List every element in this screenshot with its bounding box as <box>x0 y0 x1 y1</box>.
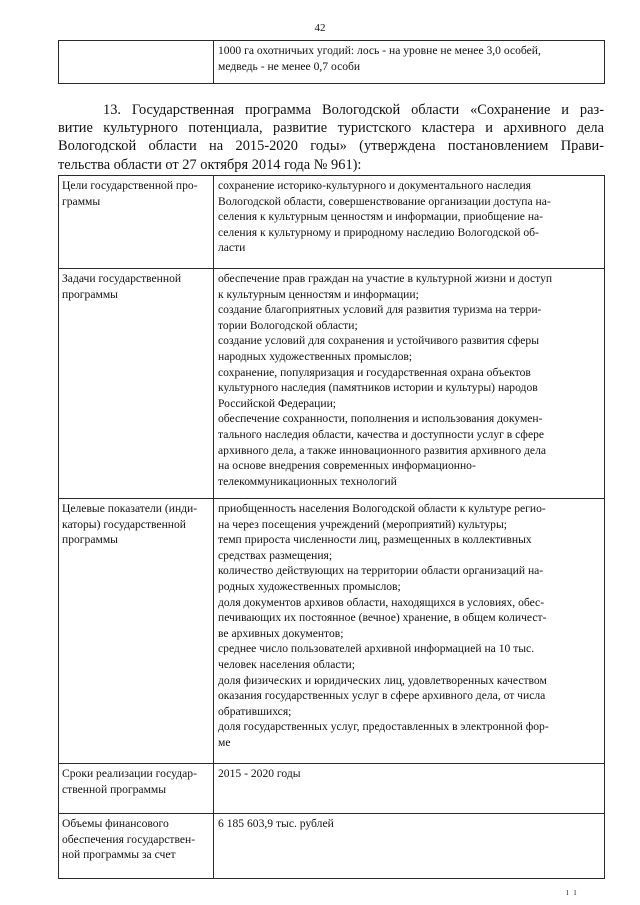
table-row <box>59 814 605 879</box>
label-line: обеспечения государствен- <box>62 832 196 846</box>
value-line: сохранение, популяризация и государственная охрана объектов <box>218 365 531 379</box>
scan-mark: ı ı <box>566 887 577 898</box>
label-cell <box>59 499 214 764</box>
value-cell <box>214 764 605 814</box>
value-line: доля физических и юридических лиц, удовлетворенных качеством <box>218 673 547 687</box>
label-line: Объемы финансового <box>62 817 169 830</box>
label-line: граммы <box>62 194 101 208</box>
label-line: каторы) государственной <box>62 517 186 531</box>
table-body <box>59 176 605 879</box>
table-row <box>59 499 605 764</box>
value-cell <box>214 814 605 879</box>
value-line: архивного дела, а также инновационного развития архивного дела <box>218 443 546 457</box>
value-line: на основе внедрения современных информационно- <box>218 459 476 473</box>
section-heading <box>58 101 604 174</box>
label-cell <box>59 764 214 814</box>
value-line: на через посещения учреждений (мероприятий) культуры; <box>218 517 507 531</box>
value-line: 2015 - 2020 годы <box>218 767 301 780</box>
table-row <box>59 269 605 499</box>
table-row <box>59 176 605 269</box>
value-line: телекоммуникационных технологий <box>218 474 397 488</box>
value-cell <box>214 499 605 764</box>
value-line: ласти <box>218 241 246 255</box>
label-line: Сроки реализации государ- <box>62 767 197 780</box>
program-passport-table <box>58 175 605 879</box>
heading-line: тельства области от 27 октября 2014 года № 961): <box>58 156 362 173</box>
value-cell <box>214 176 605 269</box>
value-cell <box>214 41 605 84</box>
value-line: Российской Федерации; <box>218 396 337 410</box>
value-cell <box>214 269 605 499</box>
value-line: создание благоприятных условий для развития туризма на терри- <box>218 303 542 317</box>
heading-line: 13. Государственная программа Вологодской области «Сохранение и раз- <box>103 102 604 118</box>
value-line: количество действующих на территории области организаций на- <box>218 564 544 578</box>
value-line: народных художественных промыслов; <box>218 349 413 363</box>
value-line: тории Вологодской области; <box>218 318 358 332</box>
value-line: ме <box>218 735 231 749</box>
label-cell <box>59 176 214 269</box>
value-line: к культурным ценностям и информации; <box>218 287 419 301</box>
value-line: среднее число пользователей архивной информацией на 10 тыс. <box>218 642 535 656</box>
value-line: тального наследия области, качества и доступности услуг в сфере <box>218 427 545 441</box>
value-line: культурного наследия (памятников истории и культуры) народов <box>218 381 538 395</box>
value-line: доля государственных услуг, предоставленных в электронной фор- <box>218 720 549 734</box>
label-line: ной программы за счет <box>62 848 176 862</box>
label-line: программы <box>62 287 118 301</box>
text-line: медведь - не менее 0,7 особи <box>218 59 361 73</box>
value-line: печивающих их постоянное (вечное) хранение, в общем количест- <box>218 611 547 625</box>
value-line: создание условий для сохранения и устойчивого развития сферы <box>218 334 540 348</box>
value-line: доля документов архивов области, находящихся в условиях, обес- <box>218 595 545 609</box>
value-line: человек населения области; <box>218 657 355 671</box>
label-line: Целевые показатели (инди- <box>62 502 198 515</box>
heading-line: Вологодской области на 2015-2020 годы» (утверждена постановлением Прави- <box>58 138 604 155</box>
value-line: сохранение историко-культурного и документального наследия <box>218 179 532 192</box>
label-cell <box>59 269 214 499</box>
label-line: программы <box>62 533 118 547</box>
table-row <box>59 41 605 84</box>
value-line: обеспечение сохранности, пополнения и использования докумен- <box>218 412 543 426</box>
value-line: обратившихся; <box>218 704 292 718</box>
label-line: Задачи государственной <box>62 272 182 285</box>
value-line: 6 185 603,9 тыс. рублей <box>218 817 334 830</box>
label-line: Цели государственной про- <box>62 179 198 192</box>
value-line: приобщенность населения Вологодской области к культуре регио- <box>218 502 546 515</box>
text-line: 1000 га охотничьих угодий: лось - на уровне не менее 3,0 особей, <box>218 44 541 57</box>
page-number: 42 <box>314 22 326 34</box>
value-line: Вологодской области, совершенствование организации доступа на- <box>218 194 551 208</box>
continuation-table <box>58 40 605 84</box>
value-line: оказания государственных услуг в сфере архивного дела, от числа <box>218 689 546 703</box>
value-line: селения к культурному и природному наследию Вологодской об- <box>218 225 539 239</box>
empty-label-cell <box>59 41 214 84</box>
label-line: ственной программы <box>62 782 167 796</box>
value-line: родных художественных промыслов; <box>218 579 401 593</box>
value-line: селения к культурным ценностям и информации, приобщение на- <box>218 210 544 224</box>
heading-line: витие культурного потенциала, развитие туристского кластера и архивного дела <box>58 120 604 137</box>
value-line: темп прироста численности лиц, размещенных в коллективных <box>218 533 532 547</box>
label-cell <box>59 814 214 879</box>
value-line: обеспечение прав граждан на участие в культурной жизни и доступ <box>218 272 553 285</box>
table-row <box>59 764 605 814</box>
value-line: ве архивных документов; <box>218 626 344 640</box>
value-line: средствах размещения; <box>218 548 333 562</box>
